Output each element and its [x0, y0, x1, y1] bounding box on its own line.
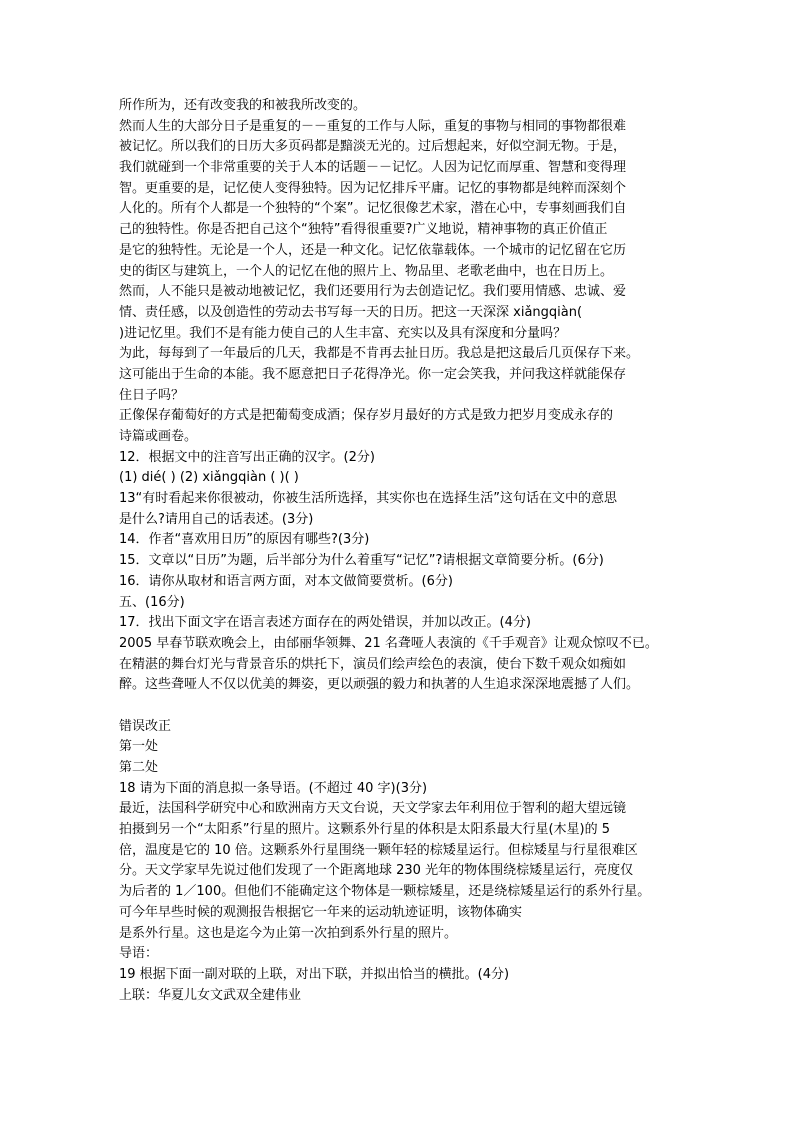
text-line: 13“有时看起来你很被动，你被生活所选择，其实你也在选择生活”这句话在文中的意思: [119, 491, 618, 507]
text-line: 分。天文学家早先说过他们发现了一个距离地球 230 光年的物体围绕棕矮星运行，亮度仅: [119, 863, 634, 879]
text-line: 17．找出下面文字在语言表述方面存在的两处错误，并加以改正。(4分): [119, 615, 531, 631]
text-line: 为后者的 1／100。但他们不能确定这个物体是一颗棕矮星，还是绕棕矮星运行的系外行星。: [119, 884, 651, 900]
text-line: 然而，人不能只是被动地被记忆，我们还要用行为去创造记忆。我们要用情感、忠诚、爱: [119, 284, 627, 300]
text-line: 住日子吗？: [119, 387, 185, 403]
text-line: 19 根据下面一副对联的上联，对出下联，并拟出恰当的横批。(4分): [119, 966, 510, 982]
text-line: 在精湛的舞台灯光与背景音乐的烘托下，演员们绘声绘色的表演，使台下数千观众如痴如: [119, 656, 627, 672]
text-line: 智。更重要的是，记忆使人变得独特。因为记忆排斥平庸。记忆的事物都是纯粹而深刻个: [119, 180, 627, 196]
text-line: 可今年早些时候的观测报告根据它一年来的运动轨迹证明，该物体确实: [119, 904, 523, 920]
document-body: [119, 96, 684, 1006]
text-line: 然而人生的大部分日子是重复的－－重复的工作与人际，重复的事物与相同的事物都很难: [119, 118, 627, 134]
text-line: 导语：: [119, 946, 159, 962]
text-line: 是它的独特性。无论是一个人，还是一种文化。记忆依靠载体。一个城市的记忆留在它历: [119, 242, 627, 258]
text-line: 拍摄到另一个“太阳系”行星的照片。这颗系外行星的体积是太阳系最大行星(木星)的 5: [119, 822, 611, 838]
text-line: 12．根据文中的注音写出正确的汉字。(2分): [119, 449, 375, 465]
text-line: 正像保存葡萄好的方式是把葡萄变成酒；保存岁月最好的方式是致力把岁月变成永存的: [119, 408, 614, 424]
text-line: 这可能出于生命的本能。我不愿意把日子花得净光。你一定会笑我，并问我这样就能保存: [119, 366, 627, 382]
text-line: 18 请为下面的消息拟一条导语。(不超过 40 字)(3分): [119, 780, 428, 796]
text-line: 上联：华夏儿女文武双全建伟业: [119, 987, 302, 1003]
text-line: 错误改正: [119, 718, 172, 734]
text-line: 诗篇或画卷。: [119, 429, 198, 444]
text-line: 所作所为，还有改变我的和被我所改变的。: [119, 98, 367, 113]
text-line: (1) dié( ) (2) xiǎngqiàn ( )( ): [119, 470, 299, 486]
text-line: 是什么?请用自己的话表述。(3分): [119, 511, 314, 527]
text-line: 14．作者“喜欢用日历”的原因有哪些?(3分): [119, 532, 370, 548]
text-line: 为此，每每到了一年最后的几天，我都是不肯再去扯日历。我总是把这最后几页保存下来。: [119, 346, 640, 362]
text-line: )进记忆里。我们不是有能力使自己的人生丰富、充实以及具有深度和分量吗？: [119, 325, 567, 341]
blank-line: [119, 696, 684, 717]
text-line: 15．文章以“日历”为题，后半部分为什么着重写“记忆”?请根据文章简要分析。(6分): [119, 553, 604, 569]
text-line: 人化的。所有个人都是一个独特的“个案”。记忆很像艺术家，潜在心中，专事刻画我们自: [119, 201, 627, 217]
text-line: 2005 早春节联欢晚会上，由邰丽华领舞、21 名聋哑人表演的《千手观音》让观众惊叹不已。: [119, 635, 658, 651]
text-line: 是系外行星。这也是迄今为止第一次拍到系外行星的照片。: [119, 925, 458, 941]
text-line: 16．请你从取材和语言两方面，对本文做简要赏析。(6分): [119, 573, 453, 589]
text-line: 五、(16分): [119, 594, 185, 610]
text-line: 情、责任感，以及创造性的劳动去书写每一天的日历。把这一天深深 xiǎngqiàn(: [119, 304, 583, 320]
text-line: 史的街区与建筑上，一个人的记忆在他的照片上、物品里、老歌老曲中，也在日历上。: [119, 263, 614, 279]
text-line: 我们就碰到一个非常重要的关于人本的话题－－记忆。人因为记忆而厚重、智慧和变得理: [119, 160, 627, 176]
text-line: 醉。这些聋哑人不仅以优美的舞姿，更以顽强的毅力和执著的人生追求深深地震撼了人们。: [119, 677, 640, 693]
text-line: 被记忆。所以我们的日历大多页码都是黯淡无光的。过后想起来，好似空洞无物。于是，: [119, 139, 627, 155]
text-line: 最近，法国科学研究中心和欧洲南方天文台说，天文学家去年利用位于智利的超大望远镜: [119, 801, 627, 817]
text-line: 倍，温度是它的 10 倍。这颗系外行星围绕一颗年轻的棕矮星运行。但棕矮星与行星很难区: [119, 842, 638, 858]
text-line: 第一处: [119, 739, 159, 755]
text-line: 己的独特性。你是否把自己这个“独特”看得很重要?广义地说，精神事物的真正价值正: [119, 222, 608, 238]
text-line: 第二处: [119, 760, 159, 775]
